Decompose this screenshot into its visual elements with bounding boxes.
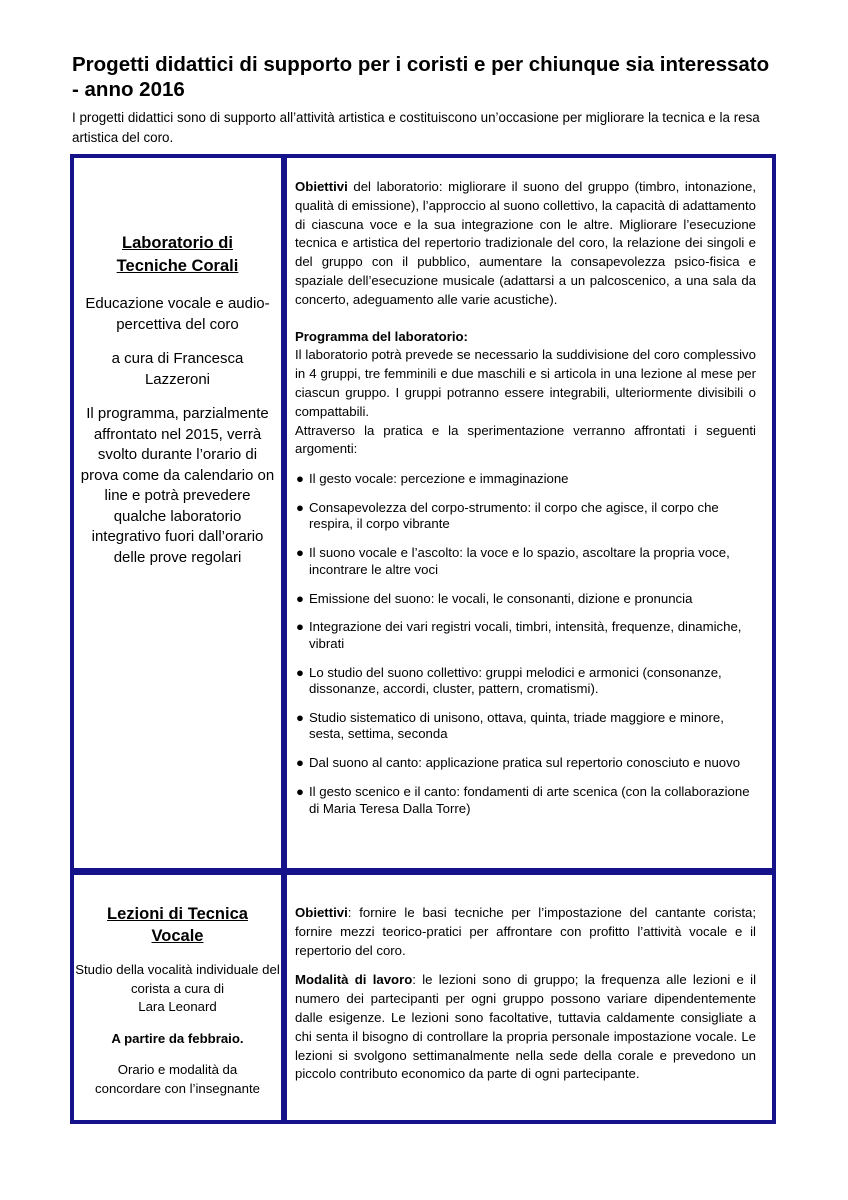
lessons-summary-cell xyxy=(74,875,281,1120)
topic-text: Integrazione dei vari registri vocali, timbri, intensità, frequenze, dinamiche, vibrati xyxy=(309,619,742,651)
lab-heading xyxy=(74,232,281,278)
lessons-objectives xyxy=(295,904,756,960)
topic-item xyxy=(295,755,756,772)
bullet-icon: ● xyxy=(296,545,304,561)
lessons-description xyxy=(74,961,281,1017)
topic-item xyxy=(295,710,756,743)
bullet-icon: ● xyxy=(296,619,304,635)
lessons-heading-line2: Vocale xyxy=(151,927,204,945)
lab-objectives xyxy=(295,178,756,310)
lab-detail-cell xyxy=(287,158,772,868)
lessons-detail-cell xyxy=(287,875,772,1120)
lab-program-label: Programma del laboratorio: xyxy=(295,328,468,344)
lessons-objectives-text: : fornire le basi tecniche per l’impostazione del cantante corista; fornire mezzi teorico-pratici per affrontare con profitto l’attività vocale e il repertorio del coro. xyxy=(295,905,756,958)
bullet-icon: ● xyxy=(296,784,304,800)
row-divider xyxy=(70,868,776,875)
lab-heading-line1: Laboratorio di xyxy=(122,234,233,252)
bullet-icon: ● xyxy=(296,471,304,487)
topic-text: Consapevolezza del corpo-strumento: il corpo che agisce, il corpo che respira, il corpo vibrante xyxy=(309,499,719,532)
topic-text: Il suono vocale e l’ascolto: la voce e lo spazio, ascoltare la propria voce, incontrare le altre voci xyxy=(309,545,730,577)
intro-text: I progetti didattici sono di supporto all’attività artistica e costituiscono un’occasione per migliorare la tecnica e la resa artistica del coro. xyxy=(72,110,760,145)
topic-item xyxy=(295,619,756,652)
lab-objectives-text: del laboratorio: migliorare il suono del gruppo (timbro, intonazione, qualità di emissione), l’approccio al suono collettivo, la capacità di adattamento di ciascuna voce e la sua integrazione con le altre. Migliorare l’esecuzione tecnica e artistica del repertorio tradizionale del coro, la relazione dei singoli e del gruppo con il pubblico, aumentare la consapevolezza psico-fisica e spaziale dell’esecuzione musicale (adattarsi a un palcoscenico, a una sala da concerto, adeguamento alle varie acustiche). xyxy=(295,179,756,307)
lessons-heading xyxy=(74,903,281,947)
lab-practice-text: Attraverso la pratica e la sperimentazione verranno affrontati i seguenti argomenti: xyxy=(295,422,756,457)
topic-item xyxy=(295,665,756,698)
lab-curator: a cura di Francesca Lazzeroni xyxy=(111,350,244,388)
topic-item xyxy=(295,591,756,608)
lessons-schedule: Orario e modalità da concordare con l’insegnante xyxy=(95,1062,260,1096)
bullet-icon: ● xyxy=(296,755,304,771)
lab-schedule: Il programma, parzialmente affrontato nel 2015, verrà svolto durante l’orario di prova come da calendario on line e potrà prevedere qualche laboratorio integrativo fuori dall’orario delle prove regolari xyxy=(80,405,275,566)
topic-text: Il gesto vocale: percezione e immaginazione xyxy=(309,471,569,487)
lab-program-text: Il laboratorio potrà prevede se necessario la suddivisione del coro complessivo in 4 gruppi, tre femminili e due maschili e si articola in una lezione al mese per ciascun gruppo. I gruppi potranno essere integrabili, ulteriormente divisibili o compattabili. xyxy=(295,347,756,419)
lab-topics-list xyxy=(295,471,756,817)
topic-text: Dal suono al canto: applicazione pratica sul repertorio conosciuto e nuovo xyxy=(309,755,741,771)
page-title: Progetti didattici di supporto per i coristi e per chiunque sia interessato - anno 2016 xyxy=(72,53,770,101)
lessons-method-text: : le lezioni sono di gruppo; la frequenza alle lezioni e il numero dei partecipanti per ogni gruppo possono variare dipendentemente dalle esigenze. Le lezioni sono facoltative, tuttavia caldamente consigliate a chi senta il bisogno di controllare la propria personale impostazione vocale. Le lezioni si svolgono settimanalmente nella sede della corale e prevedono un piccolo contributo economico da parte di ogni partecipante. xyxy=(295,972,757,1082)
topic-text: Studio sistematico di unisono, ottava, quinta, triade maggiore e minore, sesta, settima, seconda xyxy=(309,709,724,742)
topic-text: Emissione del suono: le vocali, le consonanti, dizione e pronuncia xyxy=(309,590,693,606)
topic-item xyxy=(295,500,756,533)
lessons-heading-line1: Lezioni di Tecnica xyxy=(107,905,248,923)
lessons-teacher: Lara Leonard xyxy=(138,999,217,1014)
lessons-objectives-label: Obiettivi xyxy=(295,905,348,920)
bullet-icon: ● xyxy=(296,590,304,606)
lessons-method-label: Modalità di lavoro xyxy=(295,972,413,988)
lab-objectives-label: Obiettivi xyxy=(295,179,348,194)
lessons-description-line1: Studio della vocalità individuale del corista a cura di xyxy=(75,962,280,996)
topic-text: Il gesto scenico e il canto: fondamenti di arte scenica (con la collaborazione di Maria Teresa Dalla Torre) xyxy=(309,784,750,816)
bullet-icon: ● xyxy=(296,709,304,725)
lessons-start: A partire da febbraio. xyxy=(111,1030,244,1046)
topic-item xyxy=(295,784,756,817)
topic-item xyxy=(295,545,756,578)
bullet-icon: ● xyxy=(296,499,304,515)
topic-text: Lo studio del suono collettivo: gruppi melodici e armonici (consonanze, dissonanze, accordi, cluster, pattern, cromatismi). xyxy=(309,664,722,697)
lab-heading-line2: Tecniche Corali xyxy=(116,257,239,275)
lessons-method xyxy=(295,971,756,1084)
topic-item xyxy=(295,471,756,488)
bullet-icon: ● xyxy=(296,664,304,680)
lab-summary-cell xyxy=(74,158,281,868)
lab-subtitle: Educazione vocale e audio-percettiva del coro xyxy=(85,295,270,333)
